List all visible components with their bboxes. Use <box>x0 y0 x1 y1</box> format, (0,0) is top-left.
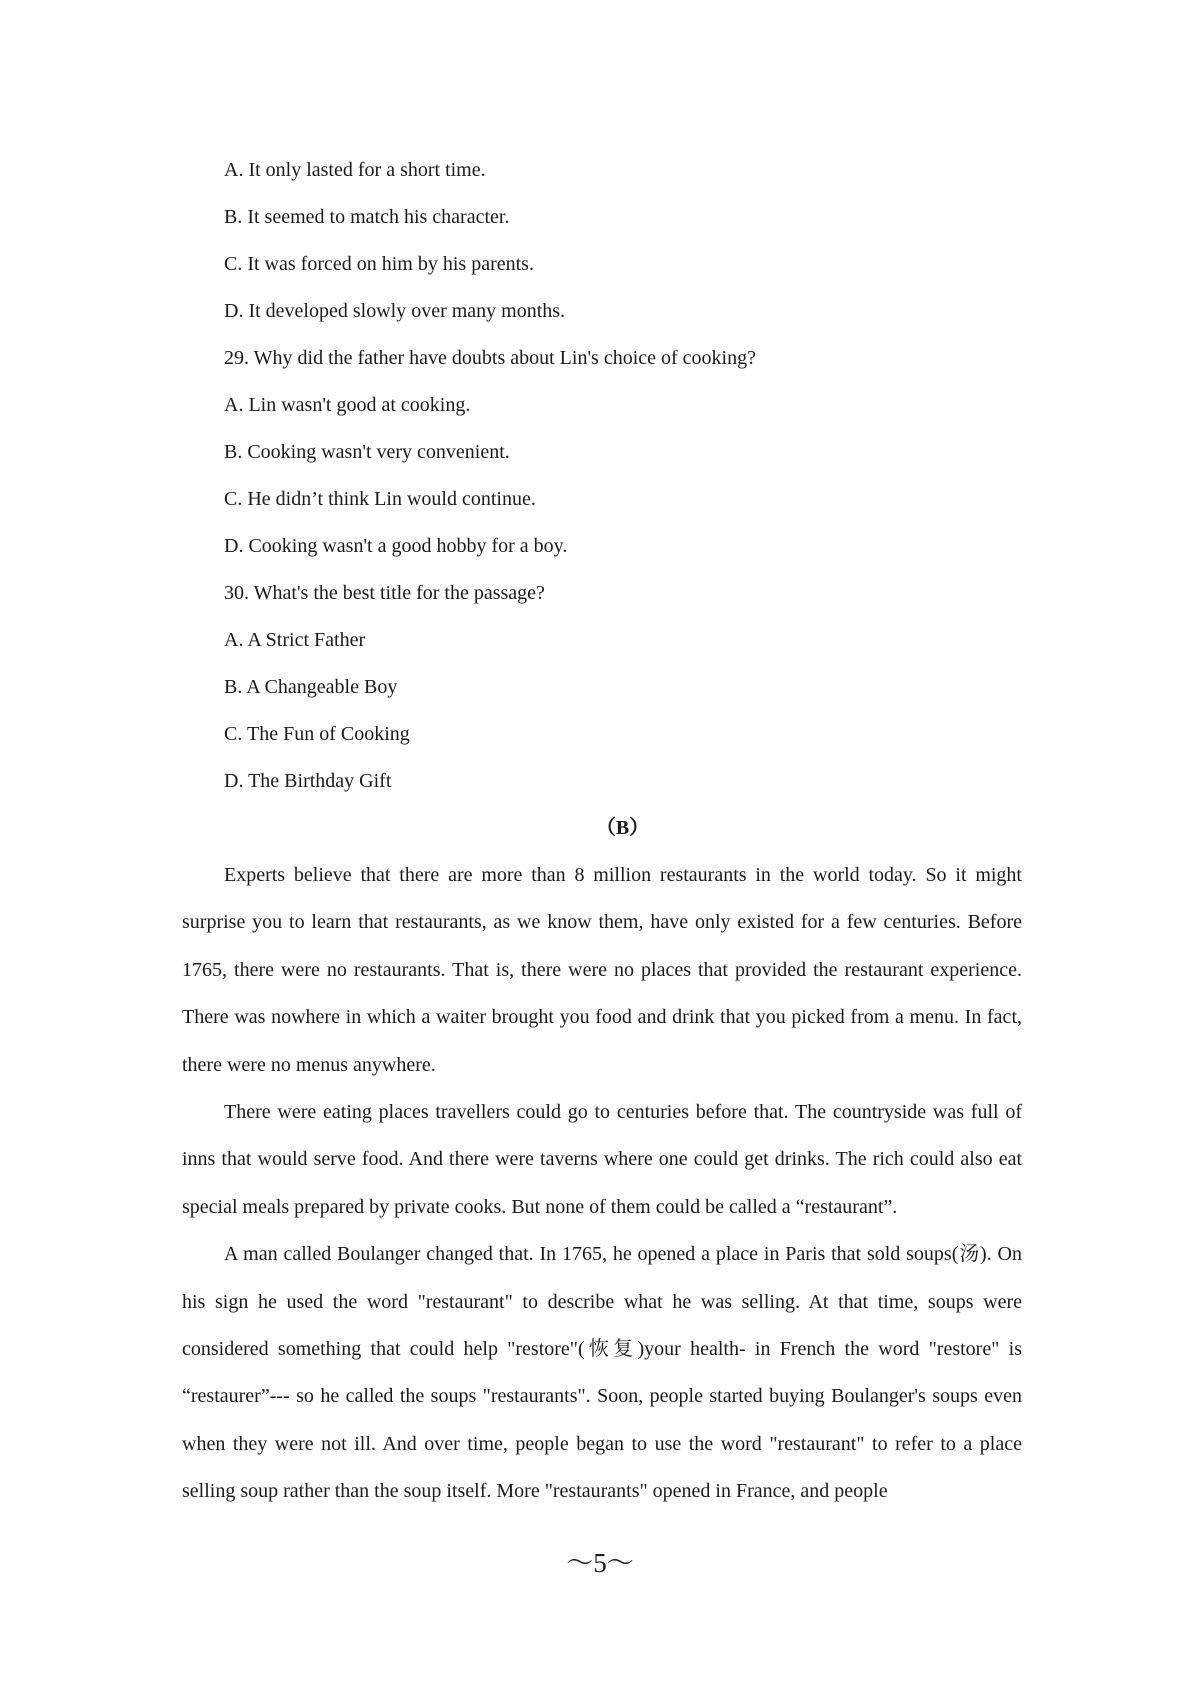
q30-option-d: D. The Birthday Gift <box>224 770 392 792</box>
section-b-passage <box>182 852 1022 1516</box>
q29-option-b: B. Cooking wasn't very convenient. <box>224 441 510 463</box>
q30-question: 30. What's the best title for the passage? <box>224 582 545 604</box>
passage-paragraph-2: There were eating places travellers could go to centuries before that. The countryside was full of inns that would serve food. And there were taverns where one could get drinks. The rich could also eat special meals prepared by private cooks. But none of them could be called a “restaurant”. <box>182 1101 1022 1218</box>
section-b-heading: （B） <box>595 817 650 839</box>
q30-option-c: C. The Fun of Cooking <box>224 723 410 745</box>
passage-paragraph-3: A man called Boulanger changed that. In 1765, he opened a place in Paris that sold soups(汤). On his sign he used the word "restaurant" to describe what he was selling. At that time, soups were considered something that could help "restore"(恢复)your health- in French the word "restore" is “restaurer”--- so he called the soups "restaurants". Soon, people started buying Boulanger's soups even when they were not ill. And over time, people began to use the word "restaurant" to refer to a place selling soup rather than the soup itself. More "restaurants" opened in France, and people <box>182 1243 1022 1503</box>
q28-option-a: A. It only lasted for a short time. <box>224 159 486 181</box>
q29-option-c: C. He didn’t think Lin would continue. <box>224 488 536 510</box>
q29-question: 29. Why did the father have doubts about Lin's choice of cooking? <box>224 347 756 369</box>
q28-option-c: C. It was forced on him by his parents. <box>224 253 534 275</box>
q28-option-b: B. It seemed to match his character. <box>224 206 510 228</box>
q29-option-a: A. Lin wasn't good at cooking. <box>224 394 471 416</box>
passage-paragraph-1: Experts believe that there are more than 8 million restaurants in the world today. So it might surprise you to learn that restaurants, as we know them, have only existed for a few centuries. Before 1765, there were no restaurants. That is, there were no places that provided the restaurant experience. There was nowhere in which a waiter brought you food and drink that you picked from a menu. In fact, there were no menus anywhere. <box>182 864 1022 1076</box>
q30-option-a: A. A Strict Father <box>224 629 366 651</box>
q28-option-d: D. It developed slowly over many months. <box>224 300 566 322</box>
q30-option-b: B. A Changeable Boy <box>224 676 398 698</box>
q29-option-d: D. Cooking wasn't a good hobby for a boy. <box>224 535 568 557</box>
page-number: ～5～ <box>566 1548 634 1578</box>
